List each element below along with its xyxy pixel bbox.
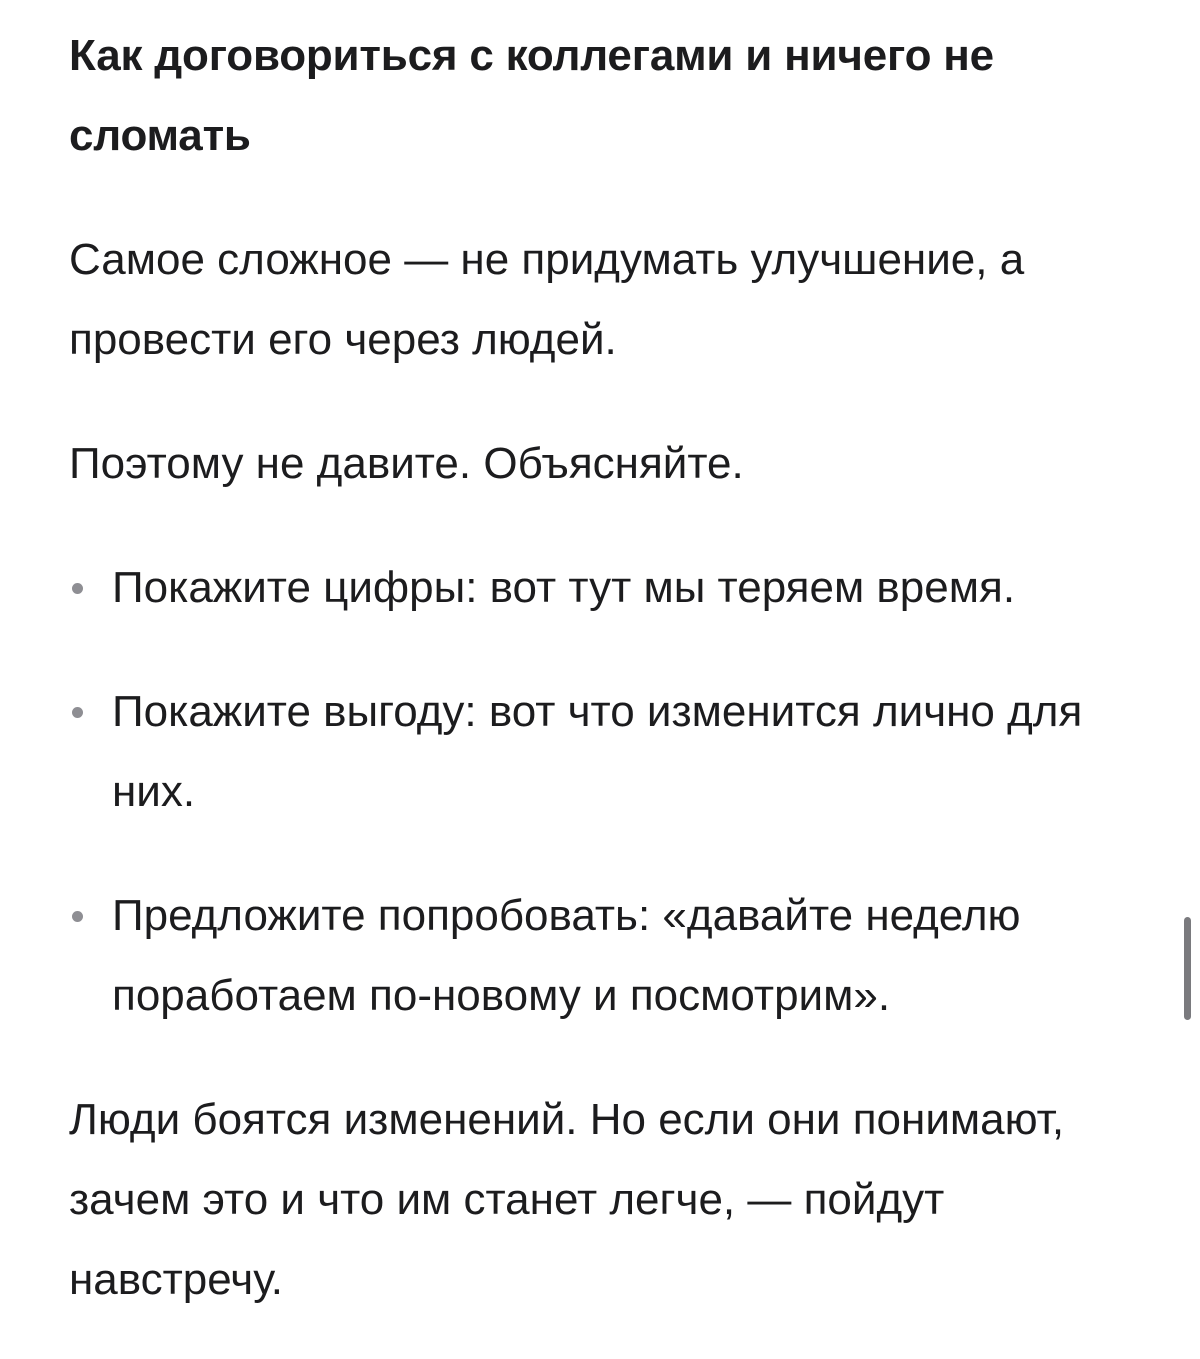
advice-paragraph: Поэтому не давите. Объясняйте. xyxy=(69,439,744,488)
list-item-text: Покажите выгоду: вот что изменится лично для них. xyxy=(112,687,1083,816)
bullet-icon xyxy=(72,707,83,718)
article-title: Как договориться с коллегами и ничего не сломать xyxy=(69,31,994,160)
list-item-text: Предложите попробовать: «давайте неделю поработаем по-новому и посмотрим». xyxy=(112,891,1021,1020)
list-item-text: Покажите цифры: вот тут мы теряем время. xyxy=(112,563,1016,612)
list-item xyxy=(69,672,1130,832)
scrollbar[interactable] xyxy=(1184,917,1191,1020)
tips-list xyxy=(69,548,1130,1036)
bullet-icon xyxy=(72,583,83,594)
intro-paragraph: Самое сложное — не придумать улучшение, а провести его через людей. xyxy=(69,235,1025,364)
list-item xyxy=(69,548,1130,628)
list-item xyxy=(69,876,1130,1036)
conclusion-paragraph: Люди боятся изменений. Но если они понимают, зачем это и что им станет легче, — пойдут навстречу. xyxy=(69,1095,1065,1304)
bullet-icon xyxy=(72,911,83,922)
